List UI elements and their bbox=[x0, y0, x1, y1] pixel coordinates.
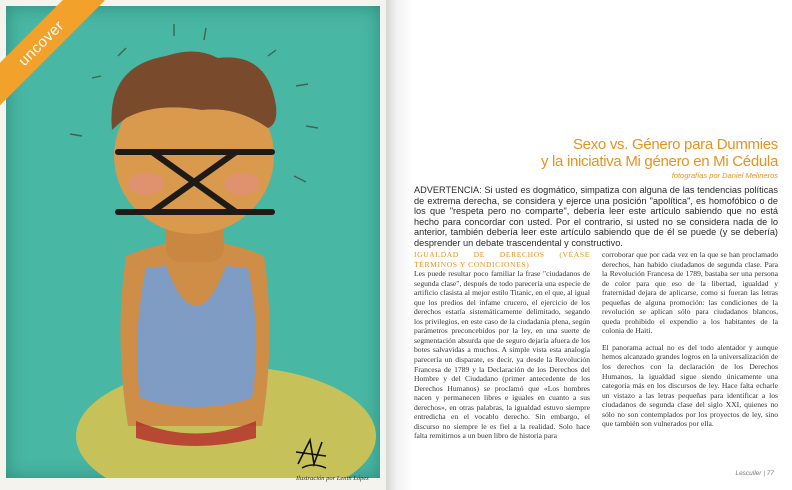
artist-signature bbox=[292, 434, 332, 472]
left-page-illustration bbox=[0, 0, 386, 490]
character-illustration bbox=[6, 6, 380, 478]
column-2-paragraph-1: corroborar que por cada vez en la que se han proclamado derechos, han habido ciudadanos de segunda clase. Para la Revolución Francesa de 1789, bastaba ser una persona de color para que eso de la libertad, igualdad y fraternidad dejara de aplicarse, como si fueran las letras pequeñas de alguna promoción: las condiciones de la revolución se aplican sólo para ciudadanos blancos, queda prohibido el expendio a los habitantes de la colonia de Haití. bbox=[602, 250, 778, 336]
column-2-paragraph-2: El panorama actual no es del todo alentador y aunque hemos alcanzado grandes logros en la universalización de los derechos con la declaración de los Derechos Humanos, la igualdad sigue siendo únicamente una categoría más en los discursos de ley. Hace falta echarle un vistazo a las letras pequeñas para identificar a los ciudadanos de segunda clase del siglo XXI, quienes no sólo no son contemplados por los proyectos de ley, sino que también son vulnerados por ella. bbox=[602, 342, 778, 429]
page-folio: Lesculler | 77 bbox=[735, 470, 774, 477]
illustration-credit: Ilustración por Lenin López bbox=[296, 475, 369, 482]
right-page-article bbox=[412, 0, 792, 490]
article-title-line-2: y la iniciativa Mi género en Mi Cédula bbox=[540, 153, 778, 170]
section-heading: IGUALDAD DE DERECHOS (VÉASE TÉRMINOS Y CONDICIONES) bbox=[414, 250, 590, 269]
article-title-block bbox=[541, 136, 778, 180]
column-1-paragraph: Les puede resultar poco familiar la frase "ciudadanos de segunda clase", después de todo parecería una especie de artificio clasista al mejor estilo Titanic, en el que, al igual que los predios del infame crucero, el ejercicio de los derechos estaría sistemáticamente delimitado, segando los privilegios, en este caso de la ciudadanía plena, según parámetros preconcebidos por la ley, en una suerte de segmentación absurda que de seguro dejaría afuera de los botes salvavidas a muchos. A simple vista esta analogía parecería un disparate, es decir, ya desde la Revolución Francesa de 1789 y la Declaración de los Derechos del Hombre y del Ciudadano (primer antecedente de los Derechos Humanos) se proclamó que «Los hombres nacen y permanecen libres e iguales en cuanto a sus derechos», en otras palabras, la igualdad estuvo siempre entredicha en el vocablo derecho. Sin embargo, el discurso no siempre le es fiel a la realidad. Solo hace falta remitirnos a un buen libro de historia para bbox=[414, 269, 590, 441]
article-intro: ADVERTENCIA: Si usted es dogmático, simpatiza con alguna de las tendencias políticas de extrema derecha, se considera y ejerce una posición "apolítica", es homofóbico o de los que "respeta pero no comparte", debería leer este artículo sabiendo que no está hecho para concordar con usted. Por el contrario, si usted no se considera nada de lo anterior, también debería leer este artículo sabiendo que de él se puede (y se debería) desprender un debate trascendental y constructivo. bbox=[414, 185, 778, 248]
illustration-artwork bbox=[6, 6, 380, 482]
article-column-1 bbox=[414, 250, 590, 448]
article-title-line-1: Sexo vs. Género para Dummies bbox=[572, 136, 778, 153]
section-ribbon: uncover bbox=[0, 0, 105, 107]
photo-credit: fotografías por Daniel Melineros bbox=[671, 171, 778, 180]
page-gutter bbox=[386, 0, 412, 490]
article-column-2 bbox=[602, 250, 778, 436]
